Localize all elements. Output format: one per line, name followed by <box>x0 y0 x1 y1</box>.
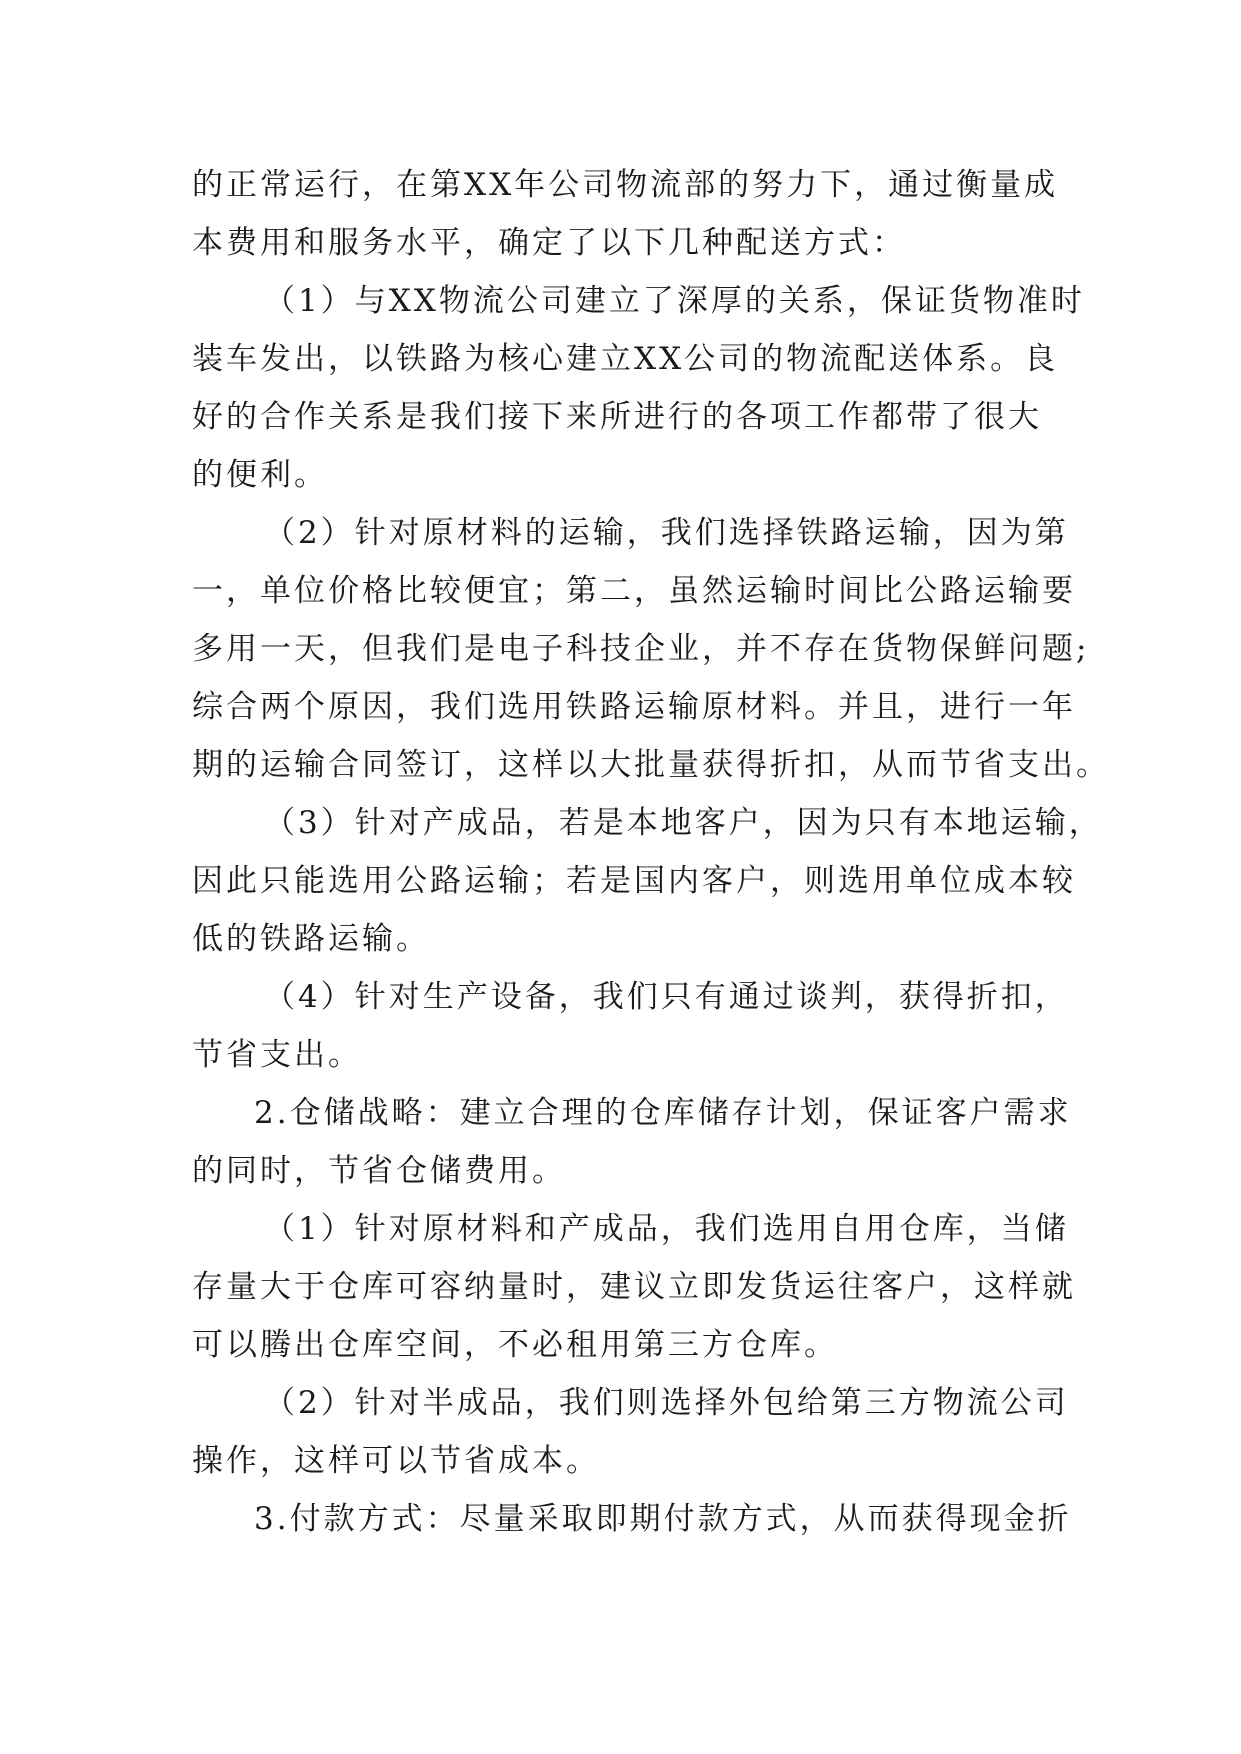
body-line: 多用一天，但我们是电子科技企业，并不存在货物保鲜问题; <box>192 631 1090 667</box>
body-line: 一，单位价格比较便宜；第二，虽然运输时间比公路运输要 <box>192 573 1076 609</box>
body-line: 的同时，节省仓储费用。 <box>192 1153 566 1189</box>
section-heading-payment: 3.付款方式：尽量采取即期付款方式，从而获得现金折 <box>254 1501 1072 1537</box>
list-item-3-line: （3）针对产成品，若是本地客户，因为只有本地运输， <box>264 805 1103 841</box>
body-line: 的便利。 <box>192 457 328 493</box>
body-line: 好的合作关系是我们接下来所进行的各项工作都带了很大 <box>192 399 1042 435</box>
list-item-1-line: （1）与XX物流公司建立了深厚的关系，保证货物准时 <box>264 283 1085 319</box>
body-line: 的正常运行，在第XX年公司物流部的努力下，通过衡量成 <box>192 167 1059 203</box>
list-item-2-line: （2）针对半成品，我们则选择外包给第三方物流公司 <box>264 1385 1069 1421</box>
body-line: 节省支出。 <box>192 1037 362 1073</box>
body-line: 综合两个原因，我们选用铁路运输原材料。并且，进行一年 <box>192 689 1076 725</box>
list-item-4-line: （4）针对生产设备，我们只有通过谈判，获得折扣， <box>264 979 1069 1015</box>
body-line: 本费用和服务水平，确定了以下几种配送方式： <box>192 225 906 261</box>
list-item-2-line: （2）针对原材料的运输，我们选择铁路运输，因为第 <box>264 515 1069 551</box>
section-heading-storage: 2.仓储战略：建立合理的仓库储存计划，保证客户需求 <box>254 1095 1072 1131</box>
body-line: 操作，这样可以节省成本。 <box>192 1443 600 1479</box>
body-line: 存量大于仓库可容纳量时，建议立即发货运往客户，这样就 <box>192 1269 1076 1305</box>
document-body <box>192 156 1110 1548</box>
body-line: 期的运输合同签订，这样以大批量获得折扣，从而节省支出。 <box>192 747 1110 783</box>
body-line: 低的铁路运输。 <box>192 921 430 957</box>
body-line: 装车发出，以铁路为核心建立XX公司的物流配送体系。良 <box>192 341 1059 377</box>
list-item-1-line: （1）针对原材料和产成品，我们选用自用仓库，当储 <box>264 1211 1069 1247</box>
body-line: 因此只能选用公路运输；若是国内客户，则选用单位成本较 <box>192 863 1076 899</box>
body-line: 可以腾出仓库空间，不必租用第三方仓库。 <box>192 1327 838 1363</box>
